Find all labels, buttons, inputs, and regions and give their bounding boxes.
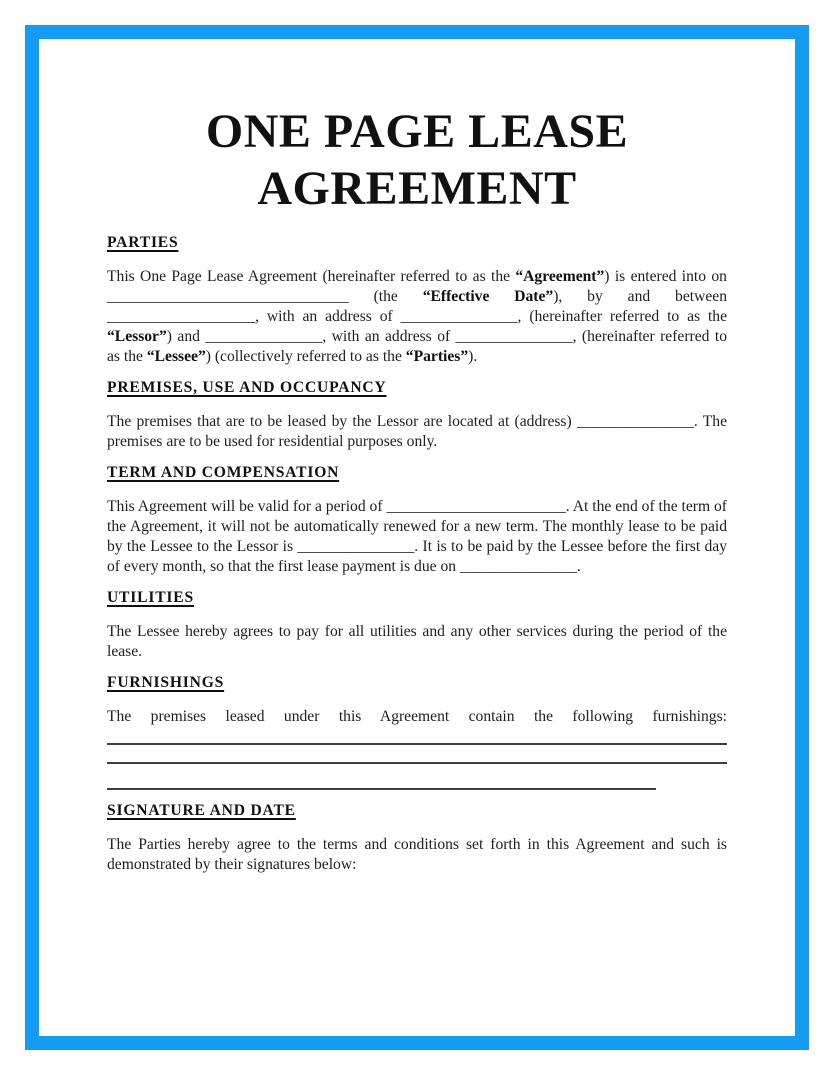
section-parties xyxy=(107,233,727,367)
section-heading-premises: PREMISES, USE AND OCCUPANCY xyxy=(107,379,387,396)
section-heading-utilities: UTILITIES xyxy=(107,589,194,606)
section-term-compensation xyxy=(107,463,727,577)
signature-paragraph: The Parties hereby agree to the terms and conditions set forth in this Agreement and such is demonstrated by their signatures below: xyxy=(107,836,727,873)
section-furnishings xyxy=(107,673,727,790)
document-title xyxy=(107,103,727,217)
section-heading-parties: PARTIES xyxy=(107,234,179,251)
furnishings-paragraph: The premises leased under this Agreement contain the following furnishings: xyxy=(107,708,727,725)
document-title-line-2: AGREEMENT xyxy=(257,162,577,215)
document-content xyxy=(39,39,795,1036)
section-signature-date xyxy=(107,801,727,875)
term-paragraph: This Agreement will be valid for a period of _______________________. At the end of the term of the Agreement, it will not be automatically renewed for a new term. The monthly lease to be paid by the Lessee to the Lessor is _______________. It is to be paid by the Lessee before the first day of every month, so that the first lease payment is due on _______________. xyxy=(107,498,728,575)
section-heading-term: TERM AND COMPENSATION xyxy=(107,464,340,481)
fill-in-line-2 xyxy=(107,745,727,764)
premises-paragraph: The premises that are to be leased by the Lessor are located at (address) _______________. The premises are to be used for residential purposes only. xyxy=(107,413,727,450)
section-utilities xyxy=(107,588,727,662)
furnishings-fill-lines xyxy=(107,727,727,790)
section-heading-signature: SIGNATURE AND DATE xyxy=(107,802,296,819)
section-heading-furnishings: FURNISHINGS xyxy=(107,674,225,691)
document-title-line-1: ONE PAGE LEASE xyxy=(205,105,629,158)
utilities-paragraph: The Lessee hereby agrees to pay for all utilities and any other services during the period of the lease. xyxy=(107,623,727,660)
fill-in-line-1 xyxy=(107,727,727,745)
section-premises-use-occupancy xyxy=(107,378,727,452)
fill-in-line-3 xyxy=(107,764,656,790)
parties-paragraph: This One Page Lease Agreement (hereinafter referred to as the “Agreement”) is entered into on _______________________________ (the “Effective Date”), by and between ___________________, with an address of _______________, (hereinafter referred to as the “Lessor”) and _______________, with an address of _______________, (hereinafter referred to as the “Lessee”) (collectively referred to as the “Parties”). xyxy=(107,268,728,365)
